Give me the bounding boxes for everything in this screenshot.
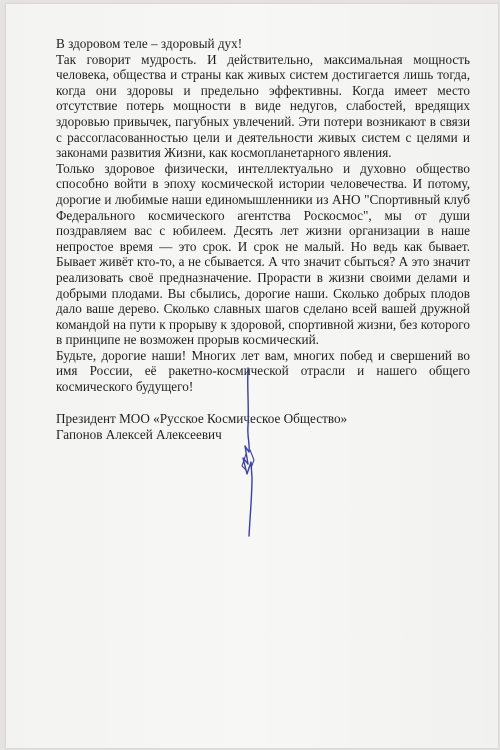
handwritten-signature <box>228 366 268 538</box>
letter-body <box>56 36 470 395</box>
letter-paragraph-3: Будьте, дорогие наши! Многих лет вам, многих побед и свершений во имя России, её ракетно-космической отрасли и нашего общего космического будущего! <box>56 347 470 395</box>
letter-greeting: В здоровом теле – здоровый дух! <box>56 36 243 51</box>
letter-paragraph-2: Только здоровое физически, интеллектуально и духовно общество способно войти в эпоху космической истории человечества. И потому, дорогие и любимые наши единомышленники из АНО "Спортивный клуб Федерального космического агентства Роскосмос", мы от души поздравляем вас с юбилеем. Десять лет жизни организации в наше непростое время — это срок. И срок не малый. Но ведь как бывает. Бывает живёт кто-то, а не сбывается. А что значит сбыться? А это значит реализовать своё предназначение. Прорасти в жизни своими делами и добрыми плодами. Вы сбылись, дорогие наши. Сколько добрых плодов дало ваше дерево. Сколько славных шагов сделано всей вашей дружной командой на пути к прорыву к здоровой, спортивной жизни, без которого в принципе не возможен прорыв космический. <box>56 160 470 348</box>
signer-title: Президент МОО «Русское Космическое Общество» <box>56 411 348 426</box>
letter-sheet <box>6 4 498 748</box>
letter-paragraph-1: Так говорит мудрость. И действительно, максимальная мощность человека, общества и страны как живых систем достигается лишь тогда, когда они здоровы и предельно эффективны. Когда имеет место отсутствие потерь мощности в виде недугов, слабостей, вредящих здоровью привычек, пагубных увлечений. Эти потери возникают в связи с рассогласованностью цели и деятельности живых систем с целями и законами развития Жизни, как космопланетарного явления. <box>56 51 470 161</box>
signer-name: Гапонов Алексей Алексеевич <box>56 427 222 442</box>
